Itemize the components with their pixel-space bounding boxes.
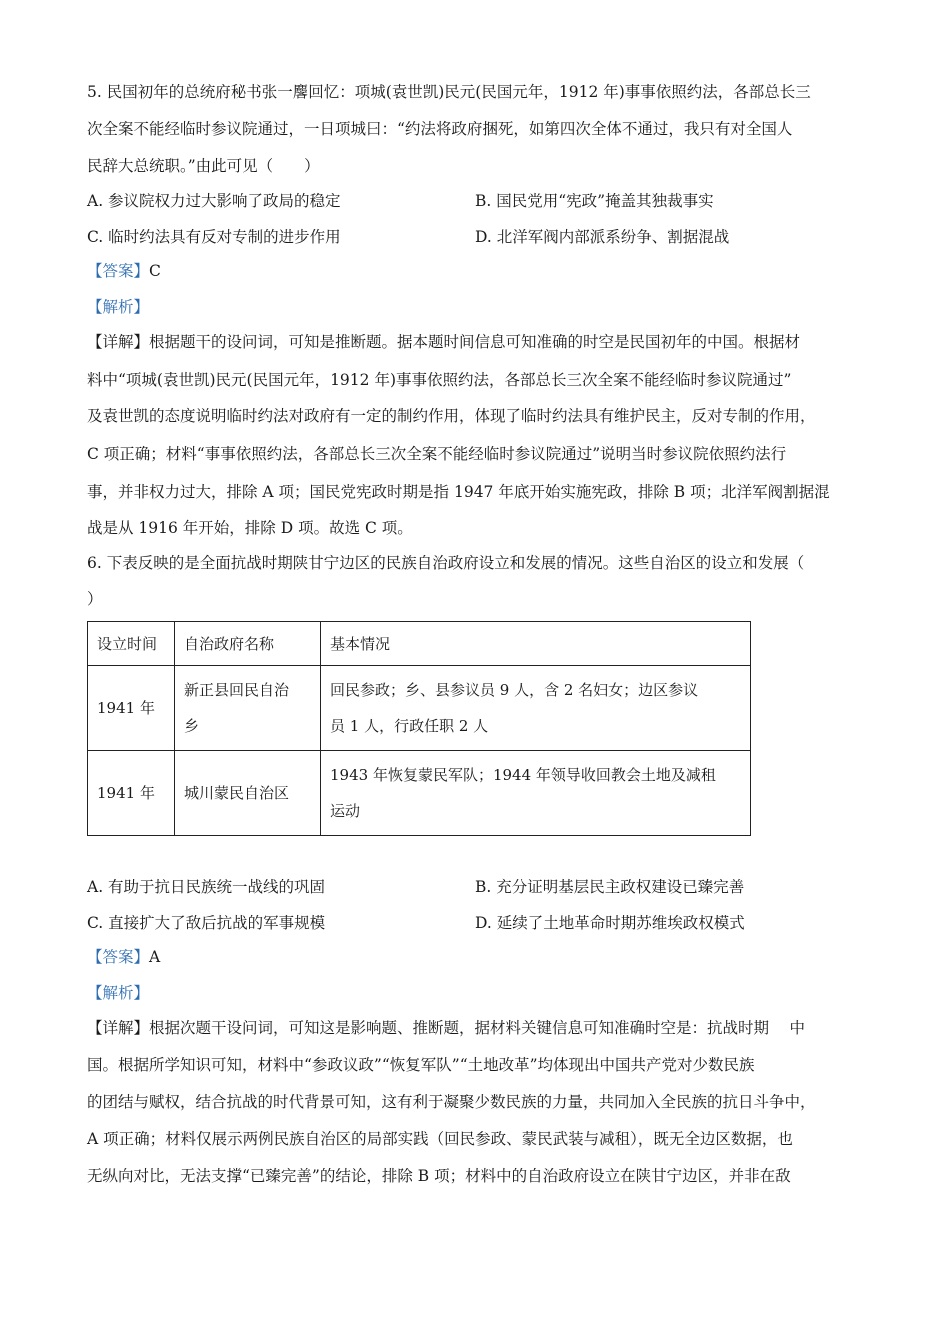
q5-analysis [87,297,149,317]
table-cell-info-line: 回民参政；乡、县参议员 9 人，含 2 名妇女；边区参议 [330,681,699,699]
q6-answer-tag: 【答案】 [87,948,150,966]
table-cell-info-line: 员 1 人，行政任职 2 人 [330,717,489,735]
q5-answer-value: C [149,262,161,280]
q5-analysis-tag: 【解析】 [87,298,150,316]
q6-detail-line-4: A 项正确；材料仅展示两例民族自治区的局部实践（回民参政、蒙民武装与减租），既无全边区数据，也 [87,1130,793,1148]
table-header-name: 自治政府名称 [175,622,321,666]
table-row [88,751,751,836]
q5-option-c: C. 临时约法具有反对专制的进步作用 [87,228,341,246]
q6-table [87,621,751,836]
q6-option-a: A. 有助于抗日民族统一战线的巩固 [87,878,326,896]
table-cell-time: 1941 年 [88,751,175,836]
q5-answer [87,261,161,281]
table-cell-info [321,666,751,751]
table-cell-name-line: 新正县回民自治 [184,681,290,699]
q6-stem-line-2: ） [87,590,103,608]
q6-detail-text-1: 根据次题干设问词，可知这是影响题、推断题，据材料关键信息可知准确时空是：抗战时期 中 [149,1019,805,1037]
q6-option-d: D. 延续了土地革命时期苏维埃政权模式 [475,914,745,932]
q6-answer [87,947,160,967]
q6-option-c: C. 直接扩大了敌后抗战的军事规模 [87,914,326,932]
q5-option-d: D. 北洋军阀内部派系纷争、割据混战 [475,228,730,246]
table-cell-name [175,666,321,751]
table-header-row [88,622,751,666]
q6-detail-line-3: 的团结与赋权，结合抗战的时代背景可知，这有利于凝聚少数民族的力量，共同加入全民族的抗日斗争中， [87,1093,816,1111]
q6-analysis-tag: 【解析】 [87,984,150,1002]
table-row [88,666,751,751]
table-cell-name-line: 乡 [184,717,200,735]
q5-option-b: B. 国民党用“宪政”掩盖其独裁事实 [475,192,714,210]
q5-detail-line-1 [87,332,800,352]
q5-detail-line-4: C 项正确；材料“事事依照约法，各部总长三次全案不能经临时参议院通过”说明当时参议院依照约法行 [87,445,787,463]
q6-detail-line-1 [87,1018,805,1038]
table-cell-info [321,751,751,836]
q6-analysis [87,983,149,1003]
table-cell-info-line: 运动 [330,802,361,820]
table-cell-info-line: 1943 年恢复蒙民军队；1944 年领导收回教会土地及减租 [330,766,716,784]
q6-stem-line-1: 6. 下表反映的是全面抗战时期陕甘宁边区的民族自治政府设立和发展的情况。这些自治区的设立和发展（ [87,554,805,572]
table-cell-name [175,751,321,836]
table-cell-name-line: 城川蒙民自治区 [184,784,290,802]
q6-detail-tag: 【详解】 [87,1019,150,1037]
q5-detail-line-3: 及袁世凯的态度说明临时约法对政府有一定的制约作用，体现了临时约法具有维护民主，反对专制的作用， [87,407,816,425]
q6-detail-line-5: 无纵向对比，无法支撑“已臻完善”的结论，排除 B 项；材料中的自治政府设立在陕甘宁边区，并非在敌 [87,1167,791,1185]
q6-option-b: B. 充分证明基层民主政权建设已臻完善 [475,878,745,896]
q6-answer-value: A [149,948,161,966]
q5-detail-text-1: 根据题干的设问词，可知是推断题。据本题时间信息可知准确的时空是民国初年的中国。根据材 [149,333,801,351]
table-cell-time: 1941 年 [88,666,175,751]
q5-answer-tag: 【答案】 [87,262,150,280]
q5-stem-line-1: 5. 民国初年的总统府秘书张一麐回忆：项城(袁世凯)民元(民国元年，1912 年)事事依照约法，各部总长三 [87,83,811,101]
q5-detail-line-2: 料中“项城(袁世凯)民元(民国元年，1912 年)事事依照约法，各部总长三次全案不能经临时参议院通过” [87,371,792,389]
q5-detail-line-6: 战是从 1916 年开始，排除 D 项。故选 C 项。 [87,519,413,537]
table-header-time: 设立时间 [88,622,175,666]
q5-stem-line-3: 民辞大总统职。”由此可见（ ） [87,157,320,175]
q5-detail-tag: 【详解】 [87,333,150,351]
table-header-info: 基本情况 [321,622,751,666]
q5-stem-line-2: 次全案不能经临时参议院通过，一日项城曰：“约法将政府捆死，如第四次全体不通过，我只有对全国人 [87,120,793,138]
q5-detail-line-5: 事，并非权力过大，排除 A 项；国民党宪政时期是指 1947 年底开始实施宪政，排除 B 项；北洋军阀割据混 [87,483,830,501]
q6-detail-line-2: 国。根据所学知识可知，材料中“参政议政”“恢复军队”“土地改革”均体现出中国共产党对少数民族 [87,1056,755,1074]
q5-option-a: A. 参议院权力过大影响了政局的稳定 [87,192,341,210]
